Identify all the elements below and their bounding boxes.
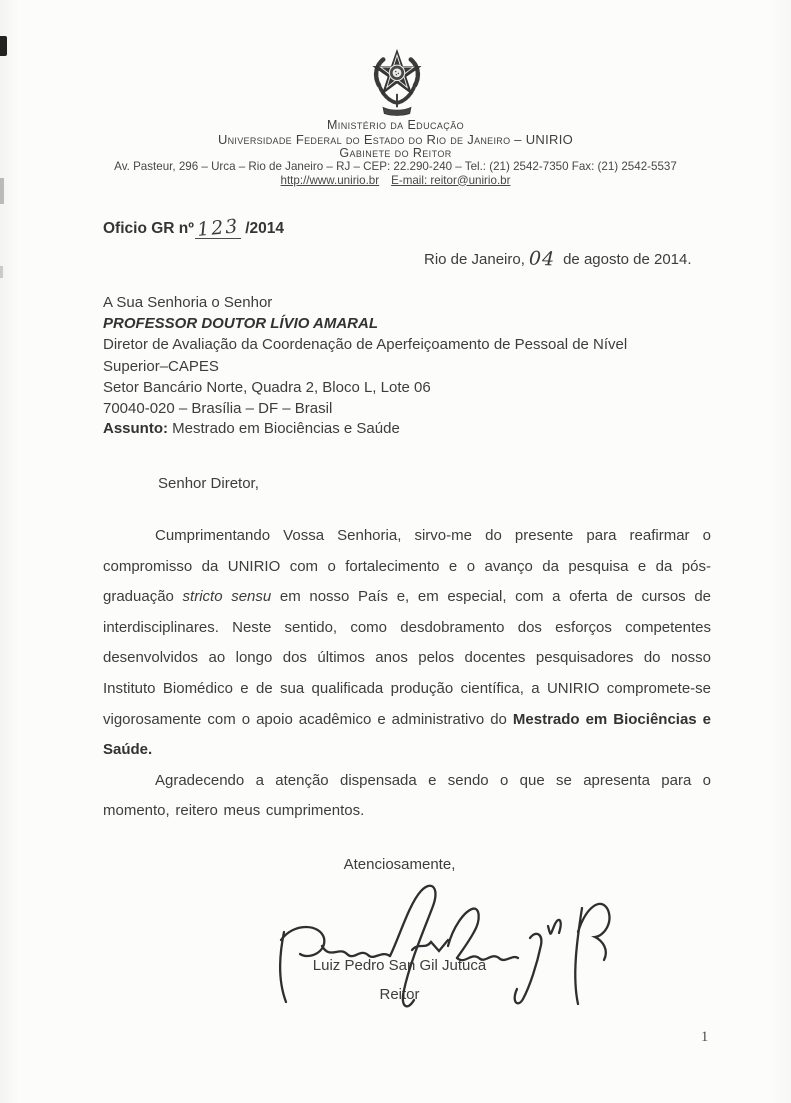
address-line: Av. Pasteur, 296 – Urca – Rio de Janeiro – RJ – CEP: 22.290-240 – Tel.: (21) 2542-7350 Fax: (21) 2542-5537	[114, 160, 677, 173]
subject-text: Mestrado em Biociências e Saúde	[168, 420, 400, 437]
university-line: Universidade Federal do Estado do Rio de Janeiro – UNIRIO	[217, 131, 574, 147]
date-line	[424, 247, 692, 269]
contact-line	[0, 174, 791, 188]
reference-blank-line	[195, 216, 241, 239]
subject-line	[103, 420, 400, 437]
page-number: 1	[701, 1029, 709, 1045]
body-text: Cumprimentando Vossa Senhoria, sirvo-me do presente para reafirmar o compromisso da UNIRIO com o fortalecimento e o avanço da pesquisa e da pós-graduação	[103, 527, 711, 606]
email-link: E-mail: reitor@unirio.br	[391, 173, 511, 187]
reference-suffix: /2014	[245, 220, 285, 237]
body-text-italic: stricto sensu	[182, 588, 272, 606]
recipient-address-line: Setor Bancário Norte, Quadra 2, Bloco L, Lote 06	[103, 378, 431, 396]
recipient-block	[103, 292, 627, 419]
date-prefix: Rio de Janeiro,	[424, 251, 525, 268]
subject-label: Assunto:	[103, 420, 168, 437]
letterhead	[0, 119, 791, 188]
handwritten-day: 04	[528, 247, 556, 271]
reference-prefix: Oficio GR nº	[103, 220, 194, 237]
recipient-name: PROFESSOR DOUTOR LÍVIO AMARAL	[103, 315, 379, 333]
scan-artifact	[0, 36, 7, 56]
body-paragraph-1	[103, 521, 711, 766]
recipient-salutation-line: A Sua Senhoria o Senhor	[103, 294, 273, 311]
body-paragraph-2: Agradecendo a atenção dispensada e sendo o que se apresenta para o momento, reitero meus cumprimentos.	[103, 771, 711, 820]
scan-artifact	[0, 266, 3, 278]
body-text-bold: Mestrado em Biociências e Saúde.	[103, 710, 711, 759]
recipient-city-line: 70040-020 – Brasília – DF – Brasil	[103, 400, 333, 418]
signer-title: Reitor	[379, 986, 420, 1003]
website-link: http://www.unirio.br	[280, 173, 380, 187]
body-text: em nosso País e, em especial, com a oferta de cursos de interdisciplinares. Neste sentido, como desdobramento dos esforços competentes desenvolvidos ao longo dos últimos anos pelos docentes pesquisadores do nosso Instituto Biomédico e de sua qualificada produção científica, a UNIRIO compromete-se vigorosamente com o apoio acadêmico e administrativo do	[103, 588, 712, 728]
ministry-line: Ministério da Educação	[326, 118, 464, 132]
signer-name: Luiz Pedro San Gil Jutuca	[312, 957, 487, 974]
valediction: Atenciosamente,	[343, 856, 456, 873]
letter-body	[103, 521, 711, 827]
brazil-coat-of-arms-icon	[365, 46, 429, 120]
handwritten-number: 123	[195, 215, 241, 241]
recipient-role-line-2: Superior–CAPES	[103, 357, 219, 375]
salutation: Senhor Diretor,	[158, 475, 259, 492]
recipient-role-line: Diretor de Avaliação da Coordenação de Aperfeiçoamento de Pessoal de Nível	[103, 336, 628, 354]
reference-number-line	[103, 216, 284, 239]
office-line: Gabinete do Reitor	[339, 145, 452, 160]
date-suffix: de agosto de 2014.	[563, 251, 692, 268]
